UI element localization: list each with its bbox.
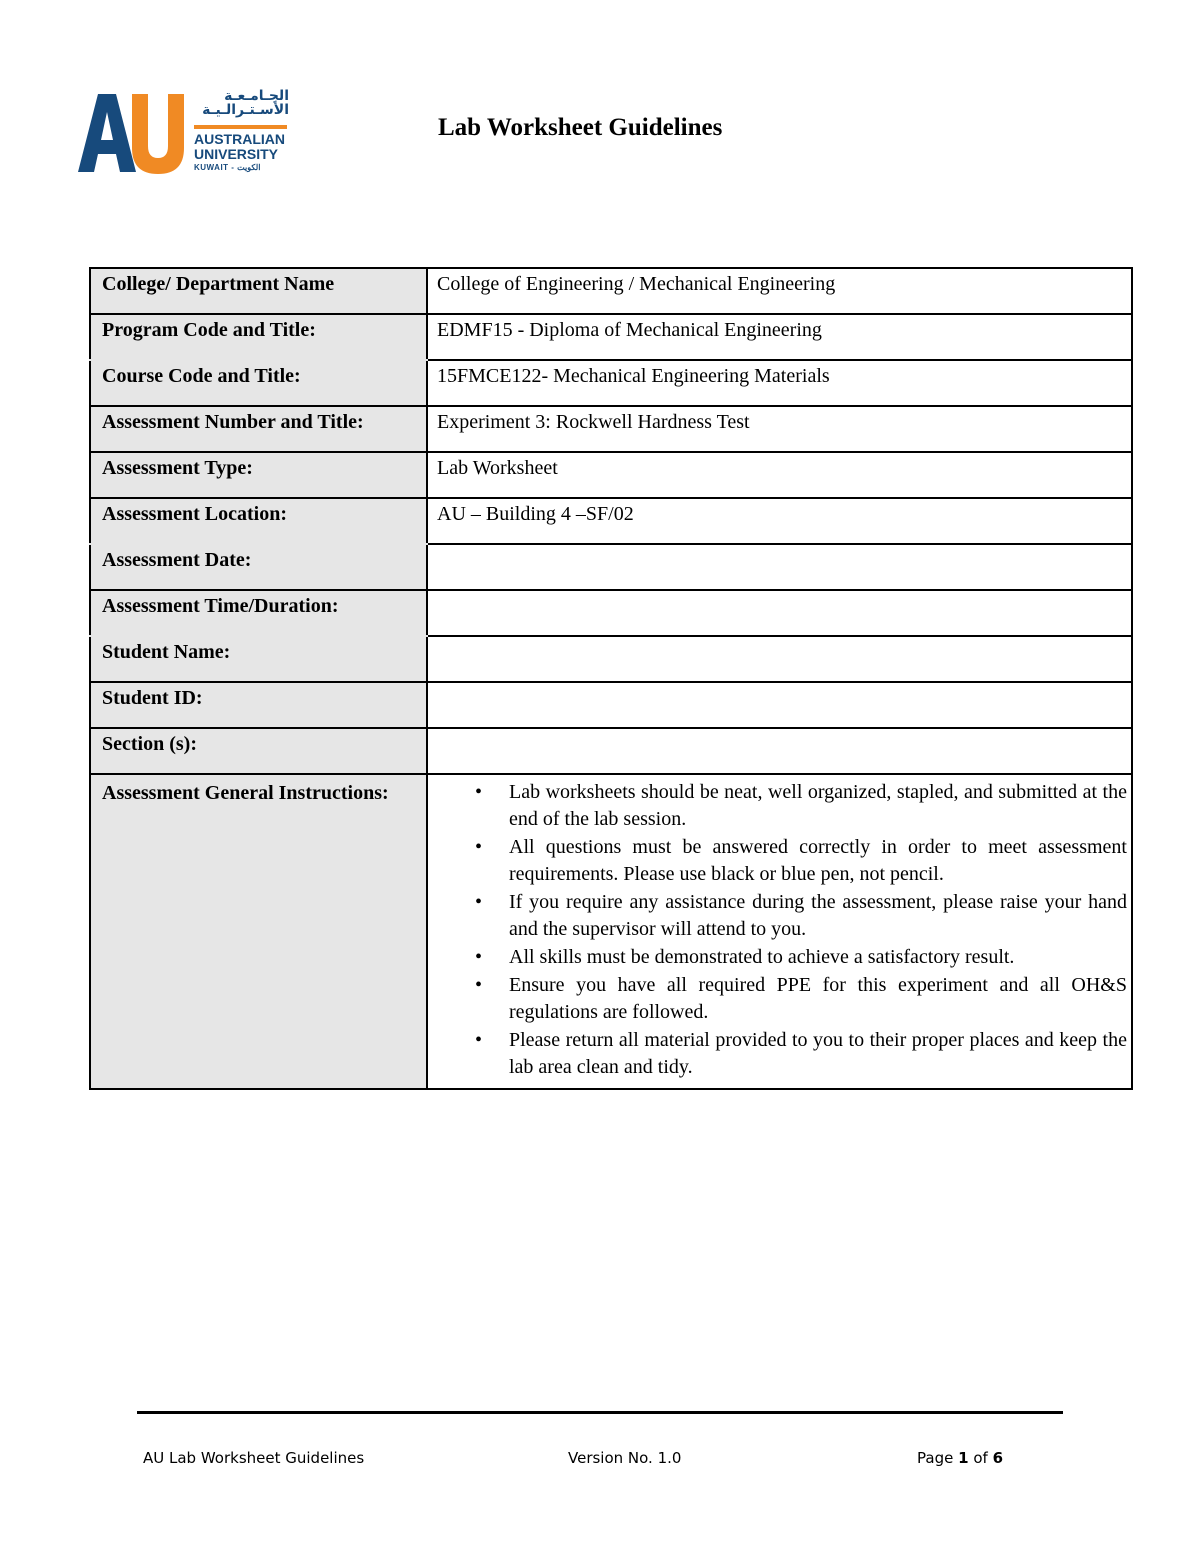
- list-item: [432, 944, 1127, 971]
- table-row: [90, 406, 1132, 452]
- student-name-field[interactable]: [427, 636, 1132, 682]
- page-label: Page: [917, 1449, 954, 1467]
- instruction-text: If you require any assistance during the assessment, please raise your hand and the supervisor will attend to you.: [509, 891, 1127, 940]
- page-total: 6: [992, 1449, 1004, 1467]
- logo-english-line3: KUWAIT - الكويت: [194, 163, 261, 172]
- list-item: [432, 889, 1127, 943]
- footer-page-number: [917, 1449, 1003, 1467]
- row-label: Assessment Location:: [90, 498, 427, 544]
- row-label: Course Code and Title:: [90, 360, 427, 406]
- bullet-icon: •: [475, 974, 483, 996]
- row-label: Assessment Type:: [90, 452, 427, 498]
- instruction-text: All skills must be demonstrated to achieve a satisfactory result.: [509, 946, 1015, 968]
- row-value: 15FMCE122- Mechanical Engineering Materials: [427, 360, 1132, 406]
- au-logo-letters: [76, 88, 186, 174]
- bullet-icon: •: [475, 836, 483, 858]
- logo-divider: [194, 125, 287, 129]
- assessment-time-field[interactable]: [427, 590, 1132, 636]
- logo-arabic-line2: الأسـتـرالـيـة: [202, 102, 289, 118]
- bullet-icon: •: [475, 946, 483, 968]
- student-id-field[interactable]: [427, 682, 1132, 728]
- row-label: Assessment Time/Duration:: [90, 590, 427, 636]
- bullet-icon: •: [475, 781, 483, 803]
- row-label: Student Name:: [90, 636, 427, 682]
- row-value: College of Engineering / Mechanical Engineering: [427, 268, 1132, 314]
- row-value: Lab Worksheet: [427, 452, 1132, 498]
- table-row: [90, 360, 1132, 406]
- list-item: [432, 1027, 1127, 1081]
- assessment-info-table: [89, 267, 1133, 1090]
- row-label: College/ Department Name: [90, 268, 427, 314]
- row-value: Experiment 3: Rockwell Hardness Test: [427, 406, 1132, 452]
- table-row: [90, 682, 1132, 728]
- table-row: [90, 636, 1132, 682]
- row-value: AU – Building 4 –SF/02: [427, 498, 1132, 544]
- footer-version: Version No. 1.0: [568, 1449, 682, 1467]
- page-of: of: [973, 1449, 988, 1467]
- table-row: [90, 544, 1132, 590]
- list-item: [432, 779, 1127, 833]
- row-label: Assessment Number and Title:: [90, 406, 427, 452]
- table-row: [90, 728, 1132, 774]
- instruction-text: Ensure you have all required PPE for this experiment and all OH&S regulations are followed.: [509, 974, 1127, 1023]
- list-item: [432, 834, 1127, 888]
- instruction-text: Please return all material provided to you to their proper places and keep the lab area clean and tidy.: [509, 1029, 1127, 1078]
- table-row: [90, 590, 1132, 636]
- instructions-label: Assessment General Instructions:: [90, 774, 427, 1089]
- bullet-icon: •: [475, 1029, 483, 1051]
- row-label: Program Code and Title:: [90, 314, 427, 360]
- university-logo: [76, 88, 291, 178]
- page-current: 1: [958, 1449, 969, 1467]
- bullet-icon: •: [475, 891, 483, 913]
- instructions-cell: [427, 774, 1132, 1089]
- table-row: [90, 498, 1132, 544]
- row-label: Student ID:: [90, 682, 427, 728]
- row-label: Assessment Date:: [90, 544, 427, 590]
- document-title: Lab Worksheet Guidelines: [438, 114, 723, 141]
- table-row: [90, 452, 1132, 498]
- assessment-date-field[interactable]: [427, 544, 1132, 590]
- footer-doc-name: AU Lab Worksheet Guidelines: [143, 1449, 365, 1467]
- row-label: Section (s):: [90, 728, 427, 774]
- logo-english-line1: AUSTRALIAN: [194, 131, 285, 147]
- footer-divider: [137, 1411, 1063, 1414]
- instruction-text: Lab worksheets should be neat, well organized, stapled, and submitted at the end of the lab session.: [509, 781, 1127, 830]
- instructions-list: [432, 779, 1127, 1081]
- list-item: [432, 972, 1127, 1026]
- section-field[interactable]: [427, 728, 1132, 774]
- row-value: EDMF15 - Diploma of Mechanical Engineering: [427, 314, 1132, 360]
- table-row: [90, 314, 1132, 360]
- table-row: [90, 268, 1132, 314]
- logo-english-line2: UNIVERSITY: [194, 146, 279, 162]
- instruction-text: All questions must be answered correctly in order to meet assessment requirements. Please use black or blue pen, not pencil.: [509, 836, 1127, 885]
- logo-arabic-line1: الجـامـعـة: [224, 88, 289, 104]
- table-row: [90, 774, 1132, 1089]
